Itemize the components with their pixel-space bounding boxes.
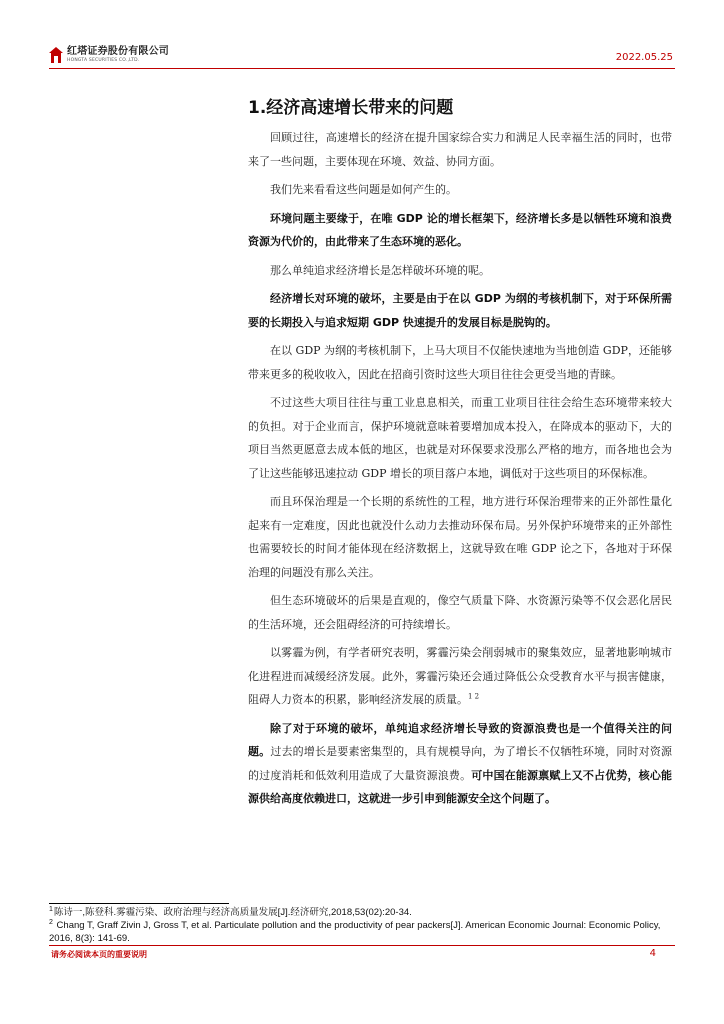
- paragraph: 我们先来看看这些问题是如何产生的。: [270, 183, 457, 196]
- report-date: 2022.05.25: [615, 52, 673, 63]
- footnote-item: $^1$陈诗一,陈登科.雾霾污染、政府治理与经济高质量发展[J].经济研究,2018,53(02):20-34.: [49, 905, 412, 918]
- paragraph: 以雾霾为例，有学者研究表明，雾霾污染会削弱城市的聚集效应，显著地影响城市化进程进而减缓经济发展。此外，雾霾污染还会通过降低公众受教育水平与损害健康，阻碍人力资本的积累，影响经济发展的质量。$^{1 2}$: [248, 646, 672, 706]
- company-name: 红塔证券股份有限公司: [67, 45, 169, 57]
- paragraph-mixed: 除了对于环境的破坏，单纯追求经济增长导致的资源浪费也是一个值得关注的问题。过去的增长是要素密集型的，具有规模导向，为了增长不仅牺牲环境，同时对资源的过度消耗和低效利用造成了大量资源浪费。可中国在能源禀赋上又不占优势，核心能源供给高度依赖进口，这就进一步引申到能源安全这个问题了。: [248, 721, 673, 805]
- disclaimer-text: 请务必阅读本页的重要说明: [51, 949, 147, 959]
- company-name-en: HONGTA SECURITIES CO.,LTD.: [67, 57, 140, 63]
- footer-divider: [49, 945, 675, 946]
- footnotes: [49, 906, 675, 945]
- paragraph: 而且环保治理是一个长期的系统性的工程，地方进行环保治理带来的正外部性量化起来有一定难度，因此也就没什么动力去推动环保布局。另外保护环境带来的正外部性也需要较长的时间才能体现在经济数据上，这就导致在唯 GDP 论之下，各地对于环保治理的问题没有那么关注。: [248, 495, 672, 579]
- main-content: [248, 96, 672, 816]
- footnote-ref[interactable]: 1 2: [468, 692, 480, 701]
- paragraph: 在以 GDP 为纲的考核机制下，上马大项目不仅能快速地为当地创造 GDP，还能够带来更多的税收收入，因此在招商引资时这些大项目往往会更受当地的青睐。: [248, 344, 672, 381]
- page-number: 4: [649, 948, 656, 959]
- paragraph: 不过这些大项目往往与重工业息息相关，而重工业项目往往会给生态环境带来较大的负担。对于企业而言，保护环境就意味着要增加成本投入，在降成本的驱动下，大的项目当然更愿意去成本低的地区，也就是对环保要求没那么严格的地方，而各地也会为了让这些能够迅速拉动 GDP 增长的项目落户本地，调低对于这些项目的环保标准。: [248, 396, 672, 480]
- section-title: 1.经济高速增长带来的问题: [248, 98, 454, 118]
- paragraph: 但生态环境破坏的后果是直观的，像空气质量下降、水资源污染等不仅会恶化居民的生活环境，还会阻碍经济的可持续增长。: [248, 594, 672, 631]
- paragraph: 回顾过往，高速增长的经济在提升国家综合实力和满足人民幸福生活的同时，也带来了一些问题，主要体现在环境、效益、协同方面。: [248, 131, 672, 168]
- footnote-item: $^2$ Chang T, Graff Zivin J, Gross T, et al. Particulate pollution and the productivity of pear packers[J]. American Economic Journal: Economic Policy, 2016, 8(3): 141-69.: [49, 918, 661, 944]
- header-divider: [49, 68, 675, 69]
- page-header: [49, 38, 675, 68]
- paragraph-bold: 环境问题主要缘于，在唯 GDP 论的增长框架下，经济增长多是以牺牲环境和浪费资源为代价的，由此带来了生态环境的恶化。: [248, 211, 672, 248]
- paragraph: 那么单纯追求经济增长是怎样破坏环境的呢。: [270, 263, 490, 277]
- hongta-logo-icon: [49, 47, 63, 63]
- company-logo: [49, 43, 169, 67]
- footnote-divider: [49, 903, 229, 904]
- paragraph-bold: 经济增长对环境的破坏，主要是由于在以 GDP 为纲的考核机制下，对于环保所需要的长期投入与追求短期 GDP 快速提升的发展目标是脱钩的。: [248, 292, 672, 329]
